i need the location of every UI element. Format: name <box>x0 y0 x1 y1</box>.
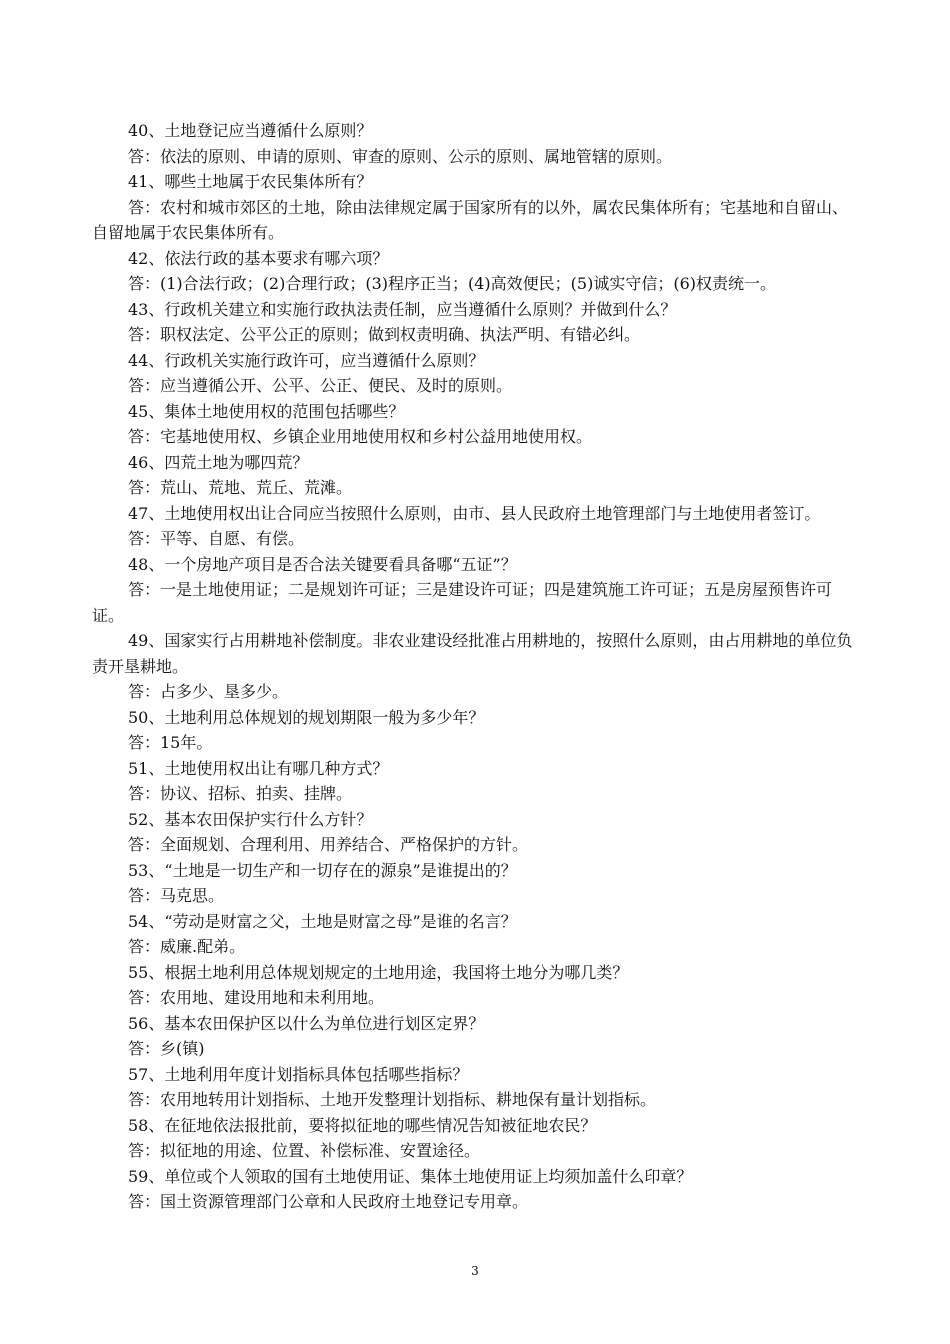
question-53: 53、“土地是一切生产和一切存在的源泉”是谁提出的？ <box>128 860 517 880</box>
question-45: 45、集体土地使用权的范围包括哪些？ <box>128 401 405 421</box>
question-42: 42、依法行政的基本要求有哪六项？ <box>128 248 389 268</box>
question-56: 56、基本农田保护区以什么为单位进行划区定界？ <box>128 1013 485 1033</box>
question-40: 40、土地登记应当遵循什么原则？ <box>128 121 373 140</box>
answer-49: 答：占多少、垦多少。 <box>128 682 289 701</box>
page-number: 3 <box>471 1264 479 1278</box>
answer-47: 答：平等、自愿、有偿。 <box>128 529 305 548</box>
answer-57: 答：农用地转用计划指标、土地开发整理计划指标、耕地保有量计划指标。 <box>128 1090 657 1109</box>
answer-46: 答：荒山、荒地、荒丘、荒滩。 <box>128 478 353 497</box>
answer-52: 答：全面规划、合理利用、用养结合、严格保护的方针。 <box>128 835 529 854</box>
question-49: 49、国家实行占用耕地补偿制度。非农业建设经批准占用耕地的，按照什么原则，由占用耕地的单位负责开垦耕地。 <box>92 631 853 676</box>
question-46: 46、四荒土地为哪四荒？ <box>128 452 309 472</box>
question-57: 57、土地利用年度计划指标具体包括哪些指标？ <box>128 1064 469 1084</box>
question-55: 55、根据土地利用总体规划规定的土地用途，我国将土地分为哪几类？ <box>128 962 629 982</box>
answer-54: 答：威廉.配弟。 <box>128 937 246 956</box>
answer-40: 答：依法的原则、申请的原则、审查的原则、公示的原则、属地管辖的原则。 <box>128 146 673 166</box>
answer-53: 答：马克思。 <box>128 886 225 905</box>
answer-58: 答：拟征地的用途、位置、补偿标准、安置途径。 <box>128 1141 481 1160</box>
document-body <box>92 118 860 1215</box>
question-50: 50、土地利用总体规划的规划期限一般为多少年？ <box>128 707 485 727</box>
question-44: 44、行政机关实施行政许可，应当遵循什么原则？ <box>128 350 485 370</box>
question-41: 41、哪些土地属于农民集体所有？ <box>128 172 373 191</box>
question-47: 47、土地使用权出让合同应当按照什么原则，由市、县人民政府土地管理部门与土地使用者签订。 <box>128 503 821 523</box>
answer-59: 答：国土资源管理部门公章和人民政府土地登记专用章。 <box>128 1192 529 1211</box>
answer-45: 答：宅基地使用权、乡镇企业用地使用权和乡村公益用地使用权。 <box>128 427 593 446</box>
answer-56: 答：乡(镇) <box>128 1039 205 1058</box>
question-58: 58、在征地依法报批前，要将拟征地的哪些情况告知被征地农民？ <box>128 1115 597 1135</box>
answer-50: 答：15年。 <box>128 733 213 752</box>
question-54: 54、“劳动是财富之父，土地是财富之母”是谁的名言？ <box>128 911 517 931</box>
answer-41: 答：农村和城市郊区的土地，除由法律规定属于国家所有的以外，属农民集体所有；宅基地和自留山、自留地属于农民集体所有。 <box>92 197 849 242</box>
question-48: 48、一个房地产项目是否合法关键要看具备哪“五证”？ <box>128 554 517 574</box>
answer-55: 答：农用地、建设用地和未利用地。 <box>128 988 385 1007</box>
answer-43: 答：职权法定、公平公正的原则；做到权责明确、执法严明、有错必纠。 <box>128 325 641 344</box>
question-59: 59、单位或个人领取的国有土地使用证、集体土地使用证上均须加盖什么印章？ <box>128 1166 693 1186</box>
question-51: 51、土地使用权出让有哪几种方式？ <box>128 758 389 778</box>
answer-42: 答：(1)合法行政；(2)合理行政；(3)程序正当；(4)高效便民；(5)诚实守信；(6)权责统一。 <box>128 274 776 293</box>
question-43: 43、行政机关建立和实施行政执法责任制，应当遵循什么原则？并做到什么？ <box>128 299 677 319</box>
question-52: 52、基本农田保护实行什么方针？ <box>128 809 373 829</box>
answer-48: 答：一是土地使用证；二是规划许可证；三是建设许可证；四是建筑施工许可证；五是房屋预售许可证。 <box>92 580 833 625</box>
answer-51: 答：协议、招标、拍卖、挂牌。 <box>128 784 353 803</box>
answer-44: 答：应当遵循公开、公平、公正、便民、及时的原则。 <box>128 376 513 395</box>
